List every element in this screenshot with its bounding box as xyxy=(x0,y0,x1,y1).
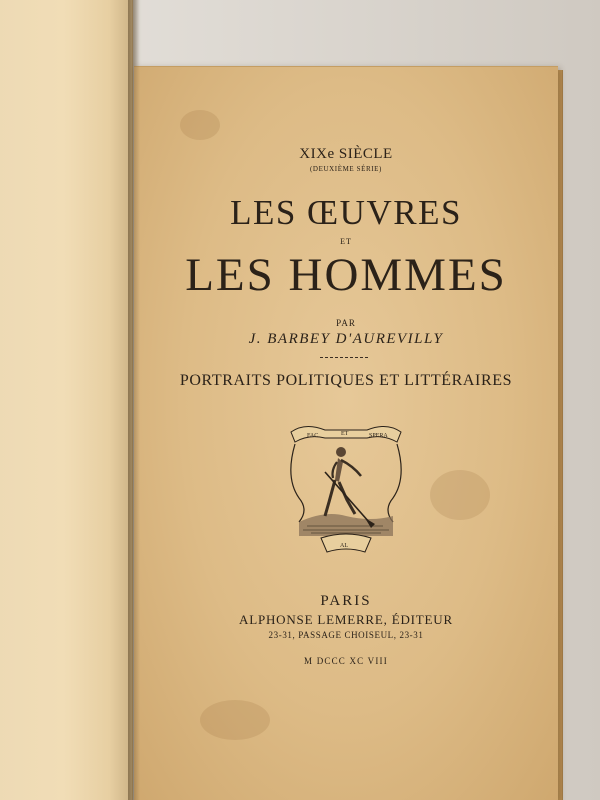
publisher-name: ALPHONSE LEMERRE, ÉDITEUR xyxy=(239,612,453,627)
ornamental-rule xyxy=(320,357,368,358)
series-subline: (DEUXIÈME SÉRIE) xyxy=(309,165,382,173)
paper-stain xyxy=(180,110,220,140)
printer-mark-engraving xyxy=(285,418,407,558)
printer-initials: AL xyxy=(340,543,348,549)
paper-stain xyxy=(200,700,270,740)
title-line-1: LES ŒUVRES xyxy=(230,193,462,232)
left-flyleaf-page xyxy=(0,0,133,800)
author-name: J. BARBEY D'AUREVILLY xyxy=(248,331,444,347)
series-line: XIXe SIÈCLE xyxy=(299,146,393,162)
motto-word: ET xyxy=(341,431,349,437)
book-gutter-shadow xyxy=(128,0,140,800)
book-subtitle: PORTRAITS POLITIQUES ET LITTÉRAIRES xyxy=(179,372,513,389)
motto-word: SPERA xyxy=(369,433,388,439)
title-line-2: LES HOMMES xyxy=(185,249,507,301)
publisher-address: 23-31, PASSAGE CHOISEUL, 23-31 xyxy=(268,630,424,640)
publication-date: M DCCC XC VIII xyxy=(304,656,388,666)
title-conjunction: ET xyxy=(340,237,352,246)
author-by: PAR xyxy=(336,318,356,328)
publication-place: PARIS xyxy=(320,593,372,609)
paper-stain xyxy=(430,470,490,520)
motto-word: FAC xyxy=(307,433,319,439)
